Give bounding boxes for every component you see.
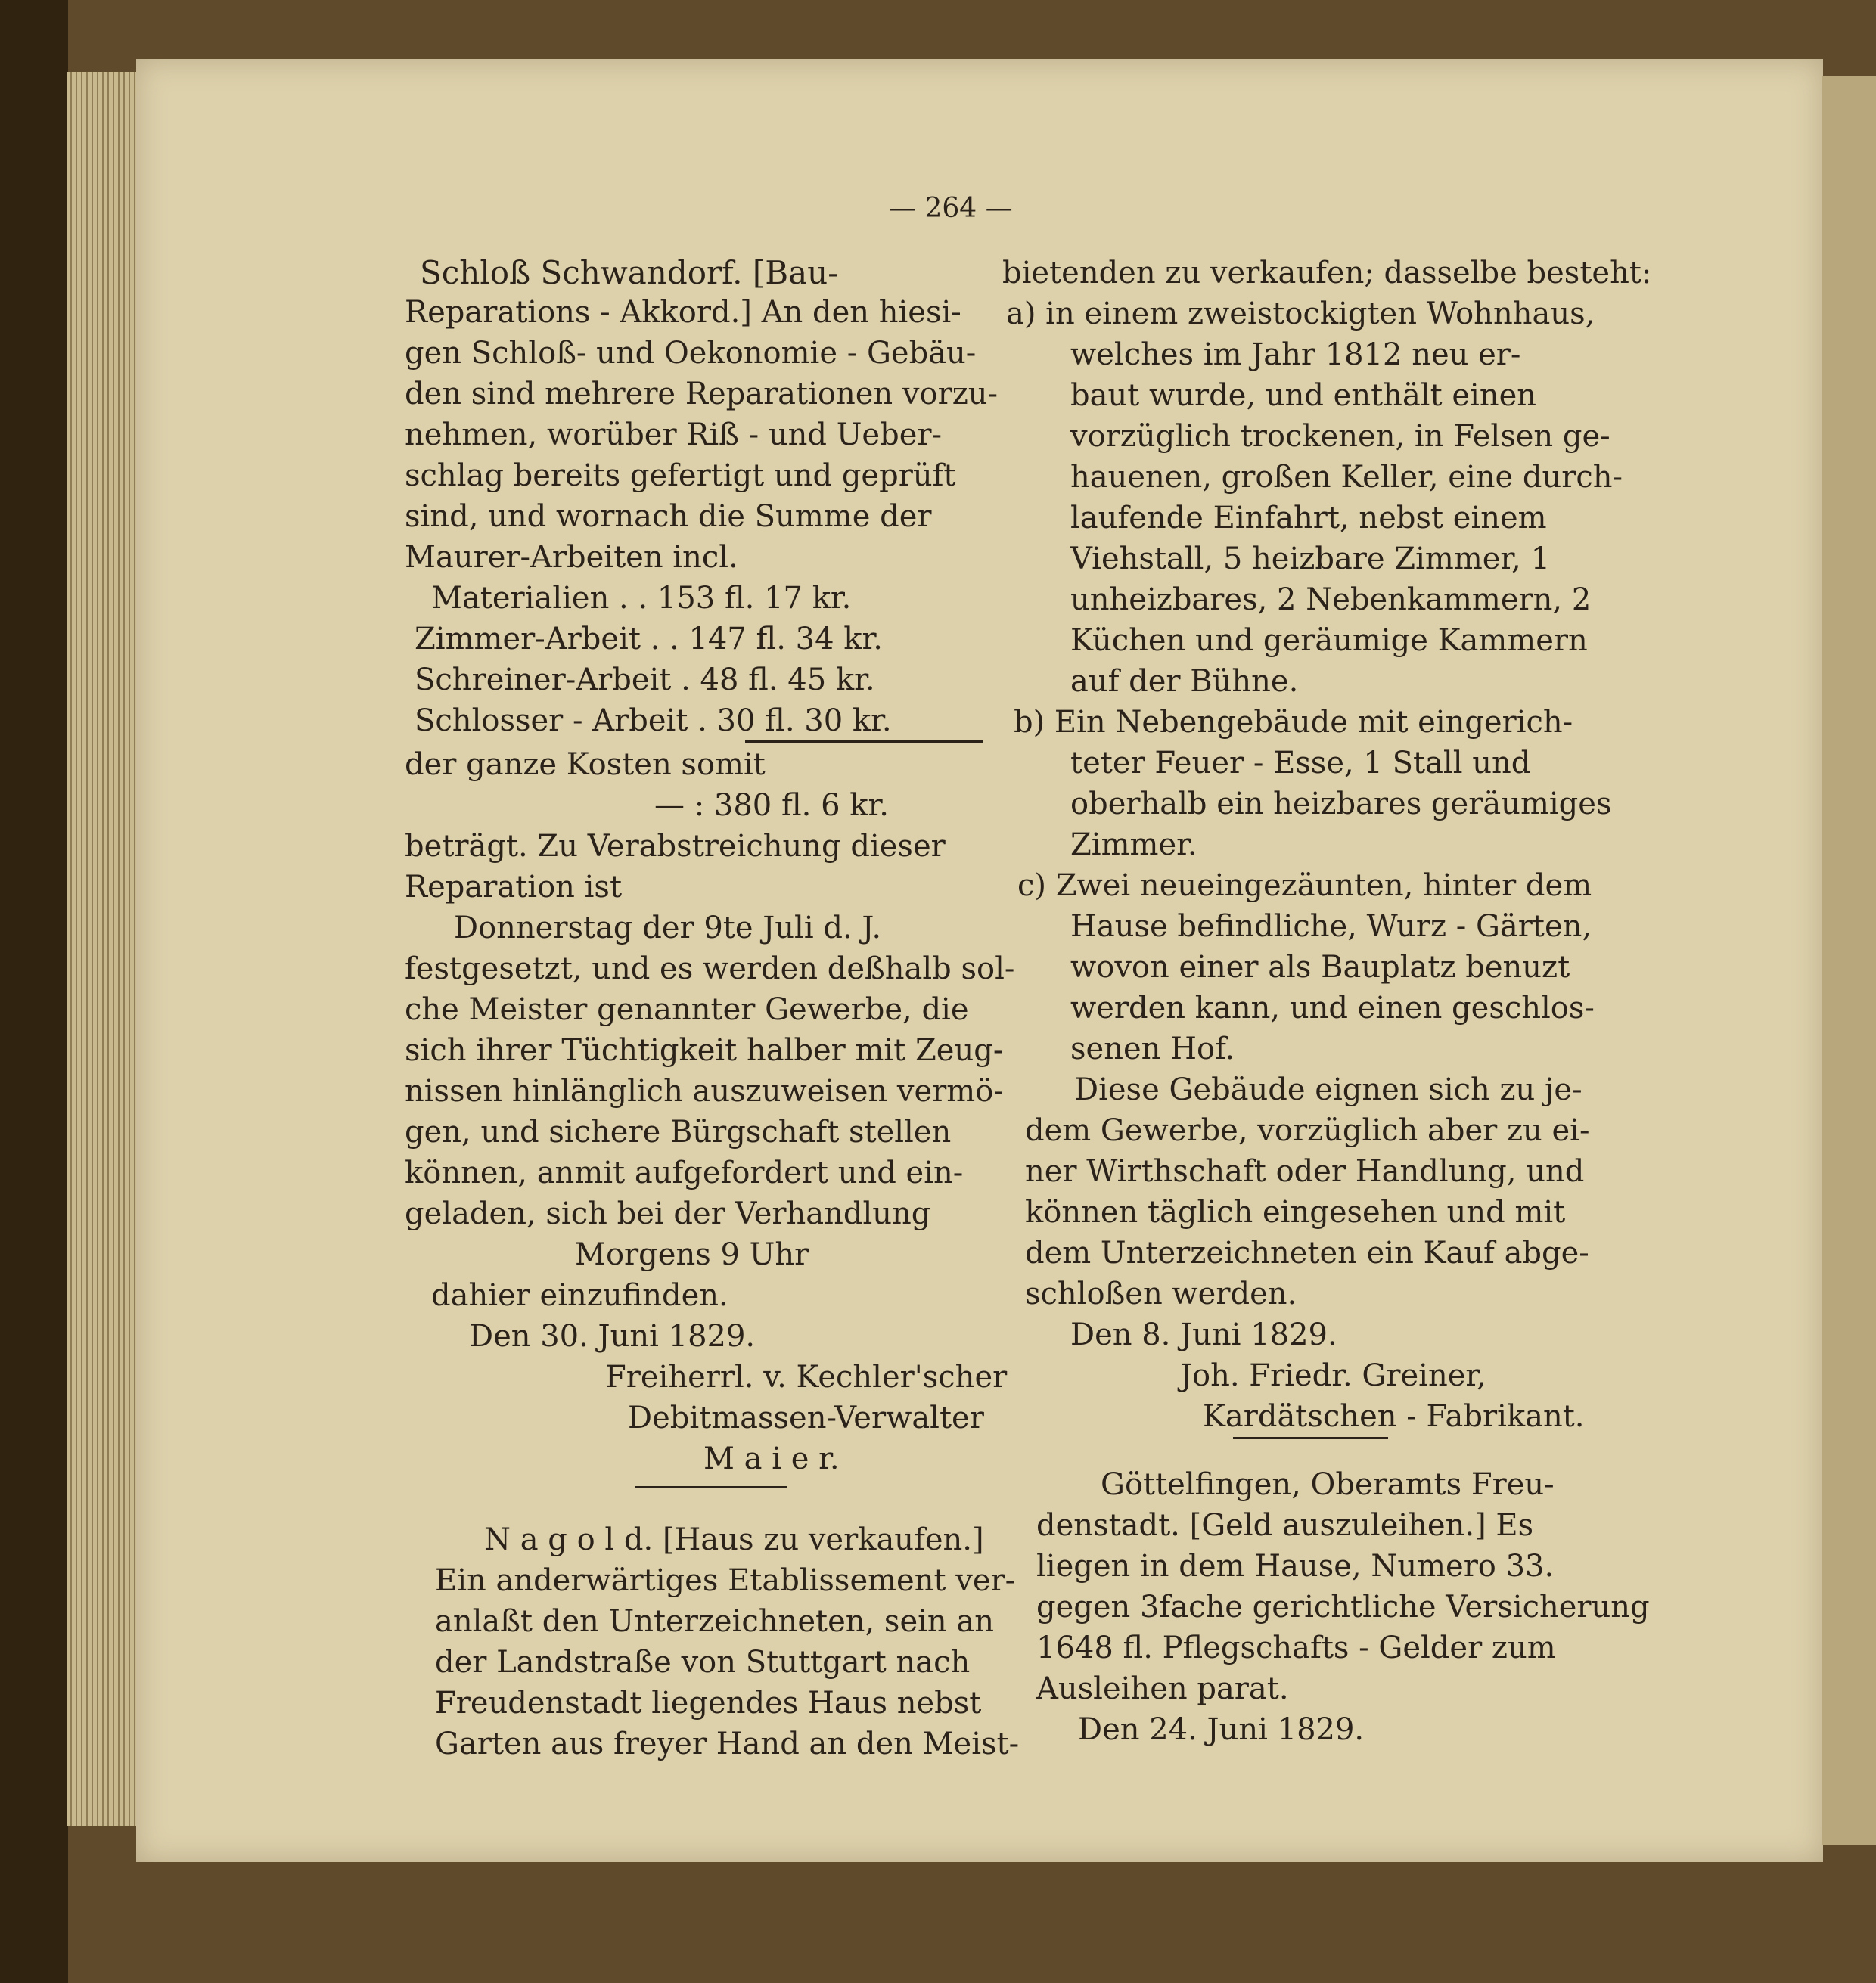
- right-page-edge: [1822, 76, 1876, 1845]
- right-line: baut wurde, und enthält einen: [1070, 378, 1537, 413]
- left-line: N a g o l d. [Haus zu verkaufen.]: [484, 1522, 984, 1557]
- right-line: 1648 fl. Pflegschafts - Gelder zum: [1036, 1631, 1556, 1665]
- left-line: anlaßt den Unterzeichneten, sein an: [435, 1604, 995, 1639]
- signature-line: Joh. Friedr. Greiner,: [1180, 1358, 1486, 1393]
- right-line: Viehstall, 5 heizbare Zimmer, 1: [1070, 542, 1551, 576]
- left-line: Schloß Schwandorf. [Bau-: [420, 254, 839, 291]
- book-spine: [0, 0, 68, 1983]
- left-line: Reparations - Akkord.] An den hiesi-: [405, 295, 961, 330]
- right-line: Ausleihen parat.: [1036, 1671, 1289, 1706]
- right-line: oberhalb ein heizbares geräumiges: [1070, 787, 1612, 821]
- left-line: che Meister genannter Gewerbe, die: [405, 992, 969, 1027]
- right-line: welches im Jahr 1812 neu er-: [1070, 337, 1521, 372]
- left-line: Donnerstag der 9te Juli d. J.: [454, 911, 882, 945]
- right-line: Diese Gebäude eignen sich zu je-: [1074, 1072, 1582, 1107]
- section-divider: [1233, 1437, 1388, 1439]
- cost-line: Schlosser - Arbeit . 30 fl. 30 kr.: [415, 703, 892, 738]
- section-divider: [635, 1486, 787, 1488]
- right-line: a) in einem zweistockigten Wohnhaus,: [1006, 296, 1595, 331]
- sum-rule: [745, 740, 983, 743]
- right-line: Göttelfingen, Oberamts Freu-: [1101, 1467, 1555, 1502]
- left-line: dahier einzufinden.: [431, 1278, 728, 1313]
- signature-line: Freiherrl. v. Kechler'scher: [605, 1360, 1008, 1395]
- right-line: teter Feuer - Esse, 1 Stall und: [1070, 746, 1531, 780]
- right-line: b) Ein Nebengebäude mit eingerich-: [1014, 705, 1573, 740]
- right-line: liegen in dem Hause, Numero 33.: [1036, 1549, 1555, 1584]
- left-line: Garten aus freyer Hand an den Meist-: [435, 1727, 1020, 1761]
- right-line: senen Hof.: [1070, 1032, 1235, 1066]
- date-line: Den 24. Juni 1829.: [1078, 1712, 1365, 1747]
- right-line: bietenden zu verkaufen; dasselbe besteht:: [1002, 256, 1652, 290]
- right-line: können täglich eingesehen und mit: [1025, 1195, 1566, 1230]
- right-line: hauenen, großen Keller, eine durch-: [1070, 460, 1623, 495]
- page-number: — 264 —: [889, 193, 1013, 224]
- right-line: Küchen und geräumige Kammern: [1070, 623, 1588, 658]
- cost-line: Zimmer-Arbeit . . 147 fl. 34 kr.: [415, 622, 883, 656]
- right-line: werden kann, und einen geschlos-: [1070, 991, 1595, 1026]
- date-line: Den 30. Juni 1829.: [469, 1319, 756, 1354]
- right-line: ner Wirthschaft oder Handlung, und: [1025, 1154, 1585, 1189]
- left-line: Maurer-Arbeiten incl.: [405, 540, 738, 575]
- left-line: nehmen, worüber Riß - und Ueber-: [405, 417, 943, 452]
- right-line: c) Zwei neueingezäunten, hinter dem: [1017, 868, 1592, 903]
- left-line: Reparation ist: [405, 870, 623, 905]
- left-line: sind, und wornach die Summe der: [405, 499, 932, 534]
- left-line: können, anmit aufgefordert und ein-: [405, 1156, 964, 1190]
- left-line: geladen, sich bei der Verhandlung: [405, 1196, 931, 1231]
- right-line: wovon einer als Bauplatz benuzt: [1070, 950, 1570, 985]
- left-line: den sind mehrere Reparationen vorzu-: [405, 377, 999, 411]
- left-line: beträgt. Zu Verabstreichung dieser: [405, 829, 946, 864]
- left-line: Morgens 9 Uhr: [575, 1237, 809, 1272]
- left-line: schlag bereits gefertigt und geprüft: [405, 458, 956, 493]
- date-line: Den 8. Juni 1829.: [1070, 1317, 1337, 1352]
- right-line: Zimmer.: [1070, 827, 1197, 862]
- right-line: Hause befindliche, Wurz - Gärten,: [1070, 909, 1592, 944]
- right-line: unheizbares, 2 Nebenkammern, 2: [1070, 582, 1592, 617]
- signature-line: Debitmassen-Verwalter: [628, 1401, 984, 1435]
- right-line: gegen 3fache gerichtliche Versicherung: [1036, 1590, 1650, 1625]
- cost-line: Schreiner-Arbeit . 48 fl. 45 kr.: [415, 663, 875, 697]
- right-line: laufende Einfahrt, nebst einem: [1070, 501, 1547, 535]
- left-line: Freudenstadt liegendes Haus nebst: [435, 1686, 982, 1721]
- right-line: dem Unterzeichneten ein Kauf abge-: [1025, 1236, 1589, 1271]
- left-line: festgesetzt, und es werden deßhalb sol-: [405, 951, 1015, 986]
- left-line: der ganze Kosten somit: [405, 747, 766, 782]
- total-line: — : 380 fl. 6 kr.: [654, 788, 889, 823]
- left-line: Ein anderwärtiges Etablissement ver-: [435, 1563, 1016, 1598]
- right-line: vorzüglich trockenen, in Felsen ge-: [1070, 419, 1610, 454]
- left-line: sich ihrer Tüchtigkeit halber mit Zeug-: [405, 1033, 1004, 1068]
- signature-name: M a i e r.: [704, 1441, 840, 1476]
- left-line: der Landstraße von Stuttgart nach: [435, 1645, 971, 1680]
- left-line: gen Schloß- und Oekonomie - Gebäu-: [405, 336, 977, 371]
- cost-line: Materialien . . 153 fl. 17 kr.: [431, 581, 852, 616]
- left-line: nissen hinlänglich auszuweisen vermö-: [405, 1074, 1004, 1109]
- right-line: schloßen werden.: [1025, 1277, 1297, 1311]
- right-line: dem Gewerbe, vorzüglich aber zu ei-: [1025, 1113, 1590, 1148]
- right-line: auf der Bühne.: [1070, 664, 1299, 699]
- signature-line: Kardätschen - Fabrikant.: [1203, 1399, 1585, 1434]
- right-line: denstadt. [Geld auszuleihen.] Es: [1036, 1508, 1534, 1543]
- left-line: gen, und sichere Bürgschaft stellen: [405, 1115, 952, 1150]
